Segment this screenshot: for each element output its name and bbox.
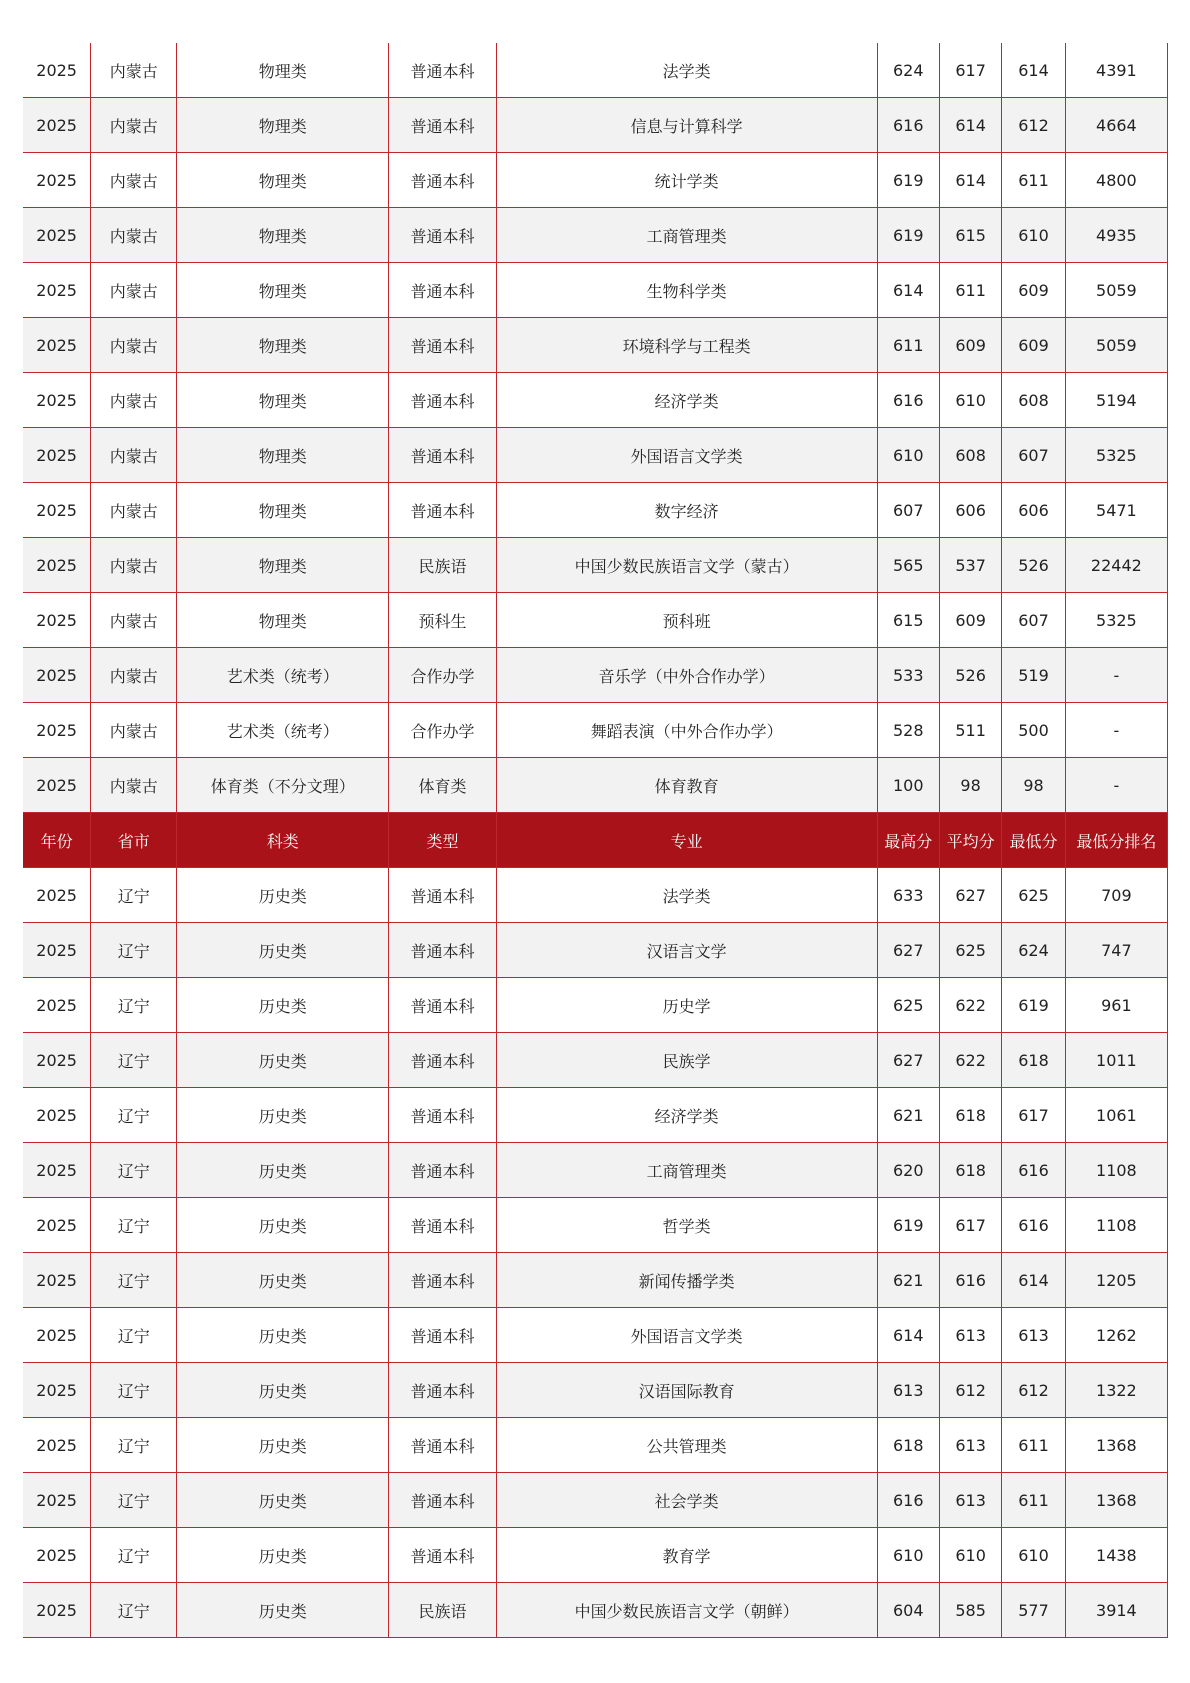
major-cell: 民族学 (496, 1033, 877, 1088)
avg-score-cell: 615 (939, 208, 1001, 263)
max-score-cell: 619 (877, 1198, 939, 1253)
subject-category-cell: 历史类 (177, 1198, 389, 1253)
admission-type-cell: 普通本科 (389, 1308, 497, 1363)
avg-score-cell: 98 (939, 758, 1001, 813)
table-row (23, 1253, 1168, 1308)
major-cell: 环境科学与工程类 (496, 318, 877, 373)
admission-type-cell: 普通本科 (389, 208, 497, 263)
min-score-cell: 577 (1002, 1583, 1065, 1638)
max-score-cell: 616 (877, 373, 939, 428)
major-cell: 法学类 (496, 868, 877, 923)
avg-score-cell: 511 (939, 703, 1001, 758)
max-score-cell: 613 (877, 1363, 939, 1418)
min-score-cell: 611 (1002, 153, 1065, 208)
subject-category-cell: 历史类 (177, 978, 389, 1033)
max-score-cell: 621 (877, 1088, 939, 1143)
year-cell: 2025 (23, 1253, 91, 1308)
subject-category-cell: 艺术类（统考） (177, 648, 389, 703)
column-header: 最低分排名 (1065, 813, 1167, 868)
admission-type-cell: 普通本科 (389, 318, 497, 373)
avg-score-cell: 622 (939, 1033, 1001, 1088)
major-cell: 外国语言文学类 (496, 1308, 877, 1363)
province-cell: 内蒙古 (91, 208, 177, 263)
avg-score-cell: 609 (939, 593, 1001, 648)
admission-type-cell: 合作办学 (389, 648, 497, 703)
province-cell: 辽宁 (91, 1198, 177, 1253)
major-cell: 经济学类 (496, 373, 877, 428)
province-cell: 内蒙古 (91, 703, 177, 758)
min-rank-cell: 4664 (1065, 98, 1167, 153)
province-cell: 辽宁 (91, 1033, 177, 1088)
table-row (23, 1198, 1168, 1253)
province-cell: 内蒙古 (91, 648, 177, 703)
min-score-cell: 616 (1002, 1198, 1065, 1253)
year-cell: 2025 (23, 758, 91, 813)
year-cell: 2025 (23, 1198, 91, 1253)
min-score-cell: 607 (1002, 428, 1065, 483)
avg-score-cell: 614 (939, 153, 1001, 208)
major-cell: 外国语言文学类 (496, 428, 877, 483)
subject-category-cell: 物理类 (177, 263, 389, 318)
province-cell: 辽宁 (91, 1583, 177, 1638)
avg-score-cell: 625 (939, 923, 1001, 978)
subject-category-cell: 历史类 (177, 1418, 389, 1473)
table-row (23, 428, 1168, 483)
major-cell: 生物科学类 (496, 263, 877, 318)
major-cell: 法学类 (496, 43, 877, 98)
table-row (23, 538, 1168, 593)
min-rank-cell: 1011 (1065, 1033, 1167, 1088)
min-rank-cell: 3914 (1065, 1583, 1167, 1638)
min-score-cell: 607 (1002, 593, 1065, 648)
subject-category-cell: 物理类 (177, 483, 389, 538)
year-cell: 2025 (23, 703, 91, 758)
major-cell: 新闻传播学类 (496, 1253, 877, 1308)
admission-type-cell: 预科生 (389, 593, 497, 648)
year-cell: 2025 (23, 43, 91, 98)
table-row (23, 208, 1168, 263)
min-rank-cell: - (1065, 703, 1167, 758)
min-score-cell: 608 (1002, 373, 1065, 428)
min-score-cell: 616 (1002, 1143, 1065, 1198)
max-score-cell: 619 (877, 208, 939, 263)
column-header: 平均分 (939, 813, 1001, 868)
year-cell: 2025 (23, 1473, 91, 1528)
max-score-cell: 615 (877, 593, 939, 648)
min-rank-cell: - (1065, 758, 1167, 813)
min-score-cell: 609 (1002, 263, 1065, 318)
table-row (23, 1088, 1168, 1143)
table-row (23, 758, 1168, 813)
min-score-cell: 610 (1002, 208, 1065, 263)
subject-category-cell: 物理类 (177, 318, 389, 373)
year-cell: 2025 (23, 538, 91, 593)
table-row (23, 1473, 1168, 1528)
major-cell: 社会学类 (496, 1473, 877, 1528)
column-header: 专业 (496, 813, 877, 868)
min-rank-cell: 5325 (1065, 428, 1167, 483)
province-cell: 辽宁 (91, 1308, 177, 1363)
year-cell: 2025 (23, 483, 91, 538)
min-score-cell: 519 (1002, 648, 1065, 703)
min-rank-cell: 1205 (1065, 1253, 1167, 1308)
major-cell: 体育教育 (496, 758, 877, 813)
max-score-cell: 610 (877, 428, 939, 483)
subject-category-cell: 历史类 (177, 1473, 389, 1528)
min-rank-cell: 22442 (1065, 538, 1167, 593)
subject-category-cell: 艺术类（统考） (177, 703, 389, 758)
avg-score-cell: 611 (939, 263, 1001, 318)
min-rank-cell: 5059 (1065, 263, 1167, 318)
min-score-cell: 625 (1002, 868, 1065, 923)
subject-category-cell: 物理类 (177, 373, 389, 428)
column-header: 科类 (177, 813, 389, 868)
avg-score-cell: 617 (939, 43, 1001, 98)
year-cell: 2025 (23, 153, 91, 208)
admission-type-cell: 普通本科 (389, 978, 497, 1033)
major-cell: 工商管理类 (496, 208, 877, 263)
avg-score-cell: 616 (939, 1253, 1001, 1308)
table-row (23, 1143, 1168, 1198)
year-cell: 2025 (23, 648, 91, 703)
province-cell: 内蒙古 (91, 98, 177, 153)
province-cell: 内蒙古 (91, 428, 177, 483)
min-rank-cell: 1262 (1065, 1308, 1167, 1363)
min-rank-cell: 5059 (1065, 318, 1167, 373)
avg-score-cell: 618 (939, 1143, 1001, 1198)
major-cell: 哲学类 (496, 1198, 877, 1253)
province-cell: 内蒙古 (91, 593, 177, 648)
admission-type-cell: 普通本科 (389, 373, 497, 428)
major-cell: 教育学 (496, 1528, 877, 1583)
major-cell: 工商管理类 (496, 1143, 877, 1198)
table-row (23, 1363, 1168, 1418)
min-score-cell: 610 (1002, 1528, 1065, 1583)
min-rank-cell: 4391 (1065, 43, 1167, 98)
avg-score-cell: 609 (939, 318, 1001, 373)
year-cell: 2025 (23, 1033, 91, 1088)
max-score-cell: 618 (877, 1418, 939, 1473)
province-cell: 辽宁 (91, 1253, 177, 1308)
subject-category-cell: 物理类 (177, 98, 389, 153)
province-cell: 内蒙古 (91, 263, 177, 318)
subject-category-cell: 历史类 (177, 1033, 389, 1088)
max-score-cell: 565 (877, 538, 939, 593)
min-score-cell: 617 (1002, 1088, 1065, 1143)
min-score-cell: 624 (1002, 923, 1065, 978)
year-cell: 2025 (23, 318, 91, 373)
admission-type-cell: 普通本科 (389, 483, 497, 538)
province-cell: 内蒙古 (91, 373, 177, 428)
subject-category-cell: 历史类 (177, 1308, 389, 1363)
province-cell: 内蒙古 (91, 758, 177, 813)
admission-type-cell: 普通本科 (389, 43, 497, 98)
admission-type-cell: 普通本科 (389, 1088, 497, 1143)
admission-type-cell: 民族语 (389, 538, 497, 593)
avg-score-cell: 606 (939, 483, 1001, 538)
max-score-cell: 616 (877, 1473, 939, 1528)
province-cell: 辽宁 (91, 1418, 177, 1473)
subject-category-cell: 物理类 (177, 43, 389, 98)
admission-type-cell: 民族语 (389, 1583, 497, 1638)
year-cell: 2025 (23, 1088, 91, 1143)
table-row (23, 593, 1168, 648)
column-header: 类型 (389, 813, 497, 868)
major-cell: 统计学类 (496, 153, 877, 208)
year-cell: 2025 (23, 1528, 91, 1583)
province-cell: 辽宁 (91, 1363, 177, 1418)
max-score-cell: 625 (877, 978, 939, 1033)
max-score-cell: 627 (877, 1033, 939, 1088)
province-cell: 辽宁 (91, 978, 177, 1033)
max-score-cell: 627 (877, 923, 939, 978)
min-rank-cell: 5325 (1065, 593, 1167, 648)
major-cell: 音乐学（中外合作办学） (496, 648, 877, 703)
province-cell: 内蒙古 (91, 483, 177, 538)
major-cell: 信息与计算科学 (496, 98, 877, 153)
table-row (23, 263, 1168, 318)
max-score-cell: 621 (877, 1253, 939, 1308)
max-score-cell: 619 (877, 153, 939, 208)
min-rank-cell: 747 (1065, 923, 1167, 978)
province-cell: 辽宁 (91, 1143, 177, 1198)
max-score-cell: 611 (877, 318, 939, 373)
admission-type-cell: 普通本科 (389, 1033, 497, 1088)
major-cell: 历史学 (496, 978, 877, 1033)
subject-category-cell: 历史类 (177, 1143, 389, 1198)
min-rank-cell: 1322 (1065, 1363, 1167, 1418)
province-cell: 辽宁 (91, 923, 177, 978)
admission-type-cell: 普通本科 (389, 1143, 497, 1198)
min-rank-cell: 961 (1065, 978, 1167, 1033)
admission-type-cell: 普通本科 (389, 428, 497, 483)
subject-category-cell: 物理类 (177, 538, 389, 593)
province-cell: 内蒙古 (91, 43, 177, 98)
column-header: 省市 (91, 813, 177, 868)
subject-category-cell: 历史类 (177, 1528, 389, 1583)
major-cell: 舞蹈表演（中外合作办学） (496, 703, 877, 758)
admission-type-cell: 普通本科 (389, 263, 497, 318)
table-row (23, 373, 1168, 428)
admission-type-cell: 普通本科 (389, 868, 497, 923)
table-row (23, 1583, 1168, 1638)
subject-category-cell: 历史类 (177, 1363, 389, 1418)
province-cell: 辽宁 (91, 1088, 177, 1143)
table-row (23, 978, 1168, 1033)
min-rank-cell: 5194 (1065, 373, 1167, 428)
major-cell: 汉语国际教育 (496, 1363, 877, 1418)
admission-type-cell: 合作办学 (389, 703, 497, 758)
table-row (23, 648, 1168, 703)
min-score-cell: 612 (1002, 98, 1065, 153)
column-header: 最低分 (1002, 813, 1065, 868)
max-score-cell: 614 (877, 263, 939, 318)
year-cell: 2025 (23, 428, 91, 483)
avg-score-cell: 613 (939, 1473, 1001, 1528)
table-row (23, 483, 1168, 538)
table-row (23, 98, 1168, 153)
year-cell: 2025 (23, 208, 91, 263)
min-score-cell: 611 (1002, 1473, 1065, 1528)
avg-score-cell: 526 (939, 648, 1001, 703)
min-rank-cell: 1368 (1065, 1418, 1167, 1473)
max-score-cell: 610 (877, 1528, 939, 1583)
avg-score-cell: 617 (939, 1198, 1001, 1253)
table-row (23, 43, 1168, 98)
year-cell: 2025 (23, 868, 91, 923)
min-rank-cell: 709 (1065, 868, 1167, 923)
avg-score-cell: 610 (939, 1528, 1001, 1583)
year-cell: 2025 (23, 1583, 91, 1638)
subject-category-cell: 历史类 (177, 1088, 389, 1143)
min-score-cell: 619 (1002, 978, 1065, 1033)
table-row (23, 923, 1168, 978)
avg-score-cell: 585 (939, 1583, 1001, 1638)
province-cell: 内蒙古 (91, 318, 177, 373)
min-rank-cell: 1061 (1065, 1088, 1167, 1143)
admission-type-cell: 普通本科 (389, 153, 497, 208)
table-header-row (23, 813, 1168, 868)
table-row (23, 1418, 1168, 1473)
min-score-cell: 612 (1002, 1363, 1065, 1418)
admission-type-cell: 普通本科 (389, 1473, 497, 1528)
avg-score-cell: 537 (939, 538, 1001, 593)
max-score-cell: 528 (877, 703, 939, 758)
max-score-cell: 633 (877, 868, 939, 923)
min-rank-cell: 1368 (1065, 1473, 1167, 1528)
column-header: 最高分 (877, 813, 939, 868)
subject-category-cell: 物理类 (177, 593, 389, 648)
year-cell: 2025 (23, 98, 91, 153)
min-score-cell: 500 (1002, 703, 1065, 758)
admission-score-table (23, 43, 1168, 1638)
year-cell: 2025 (23, 1143, 91, 1198)
major-cell: 中国少数民族语言文学（蒙古） (496, 538, 877, 593)
min-score-cell: 609 (1002, 318, 1065, 373)
max-score-cell: 100 (877, 758, 939, 813)
min-score-cell: 614 (1002, 1253, 1065, 1308)
year-cell: 2025 (23, 263, 91, 318)
max-score-cell: 604 (877, 1583, 939, 1638)
avg-score-cell: 610 (939, 373, 1001, 428)
avg-score-cell: 614 (939, 98, 1001, 153)
min-score-cell: 526 (1002, 538, 1065, 593)
subject-category-cell: 体育类（不分文理） (177, 758, 389, 813)
table-row (23, 318, 1168, 373)
major-cell: 经济学类 (496, 1088, 877, 1143)
max-score-cell: 620 (877, 1143, 939, 1198)
year-cell: 2025 (23, 373, 91, 428)
subject-category-cell: 历史类 (177, 868, 389, 923)
year-cell: 2025 (23, 1363, 91, 1418)
province-cell: 内蒙古 (91, 538, 177, 593)
admission-type-cell: 普通本科 (389, 98, 497, 153)
max-score-cell: 614 (877, 1308, 939, 1363)
subject-category-cell: 历史类 (177, 1583, 389, 1638)
subject-category-cell: 历史类 (177, 1253, 389, 1308)
table-row (23, 153, 1168, 208)
table-row (23, 1308, 1168, 1363)
min-rank-cell: - (1065, 648, 1167, 703)
province-cell: 内蒙古 (91, 153, 177, 208)
subject-category-cell: 物理类 (177, 208, 389, 263)
min-rank-cell: 1438 (1065, 1528, 1167, 1583)
subject-category-cell: 物理类 (177, 153, 389, 208)
admission-type-cell: 普通本科 (389, 1253, 497, 1308)
province-cell: 辽宁 (91, 1528, 177, 1583)
table-row (23, 1033, 1168, 1088)
min-rank-cell: 4935 (1065, 208, 1167, 263)
major-cell: 中国少数民族语言文学（朝鲜） (496, 1583, 877, 1638)
subject-category-cell: 物理类 (177, 428, 389, 483)
major-cell: 数字经济 (496, 483, 877, 538)
max-score-cell: 533 (877, 648, 939, 703)
province-cell: 辽宁 (91, 868, 177, 923)
min-rank-cell: 1108 (1065, 1198, 1167, 1253)
table-row (23, 1528, 1168, 1583)
min-score-cell: 618 (1002, 1033, 1065, 1088)
table-row (23, 868, 1168, 923)
max-score-cell: 616 (877, 98, 939, 153)
avg-score-cell: 613 (939, 1418, 1001, 1473)
subject-category-cell: 历史类 (177, 923, 389, 978)
admission-type-cell: 普通本科 (389, 1528, 497, 1583)
avg-score-cell: 608 (939, 428, 1001, 483)
admission-type-cell: 体育类 (389, 758, 497, 813)
admission-type-cell: 普通本科 (389, 923, 497, 978)
min-rank-cell: 5471 (1065, 483, 1167, 538)
admission-type-cell: 普通本科 (389, 1418, 497, 1473)
min-score-cell: 613 (1002, 1308, 1065, 1363)
year-cell: 2025 (23, 1308, 91, 1363)
avg-score-cell: 612 (939, 1363, 1001, 1418)
major-cell: 汉语言文学 (496, 923, 877, 978)
table-body (23, 43, 1168, 1638)
admission-type-cell: 普通本科 (389, 1198, 497, 1253)
avg-score-cell: 622 (939, 978, 1001, 1033)
year-cell: 2025 (23, 1418, 91, 1473)
min-rank-cell: 1108 (1065, 1143, 1167, 1198)
max-score-cell: 607 (877, 483, 939, 538)
min-rank-cell: 4800 (1065, 153, 1167, 208)
min-score-cell: 606 (1002, 483, 1065, 538)
year-cell: 2025 (23, 923, 91, 978)
admission-type-cell: 普通本科 (389, 1363, 497, 1418)
table-row (23, 703, 1168, 758)
major-cell: 预科班 (496, 593, 877, 648)
min-score-cell: 614 (1002, 43, 1065, 98)
province-cell: 辽宁 (91, 1473, 177, 1528)
avg-score-cell: 618 (939, 1088, 1001, 1143)
min-score-cell: 98 (1002, 758, 1065, 813)
avg-score-cell: 627 (939, 868, 1001, 923)
year-cell: 2025 (23, 593, 91, 648)
major-cell: 公共管理类 (496, 1418, 877, 1473)
year-cell: 2025 (23, 978, 91, 1033)
min-score-cell: 611 (1002, 1418, 1065, 1473)
max-score-cell: 624 (877, 43, 939, 98)
column-header: 年份 (23, 813, 91, 868)
avg-score-cell: 613 (939, 1308, 1001, 1363)
